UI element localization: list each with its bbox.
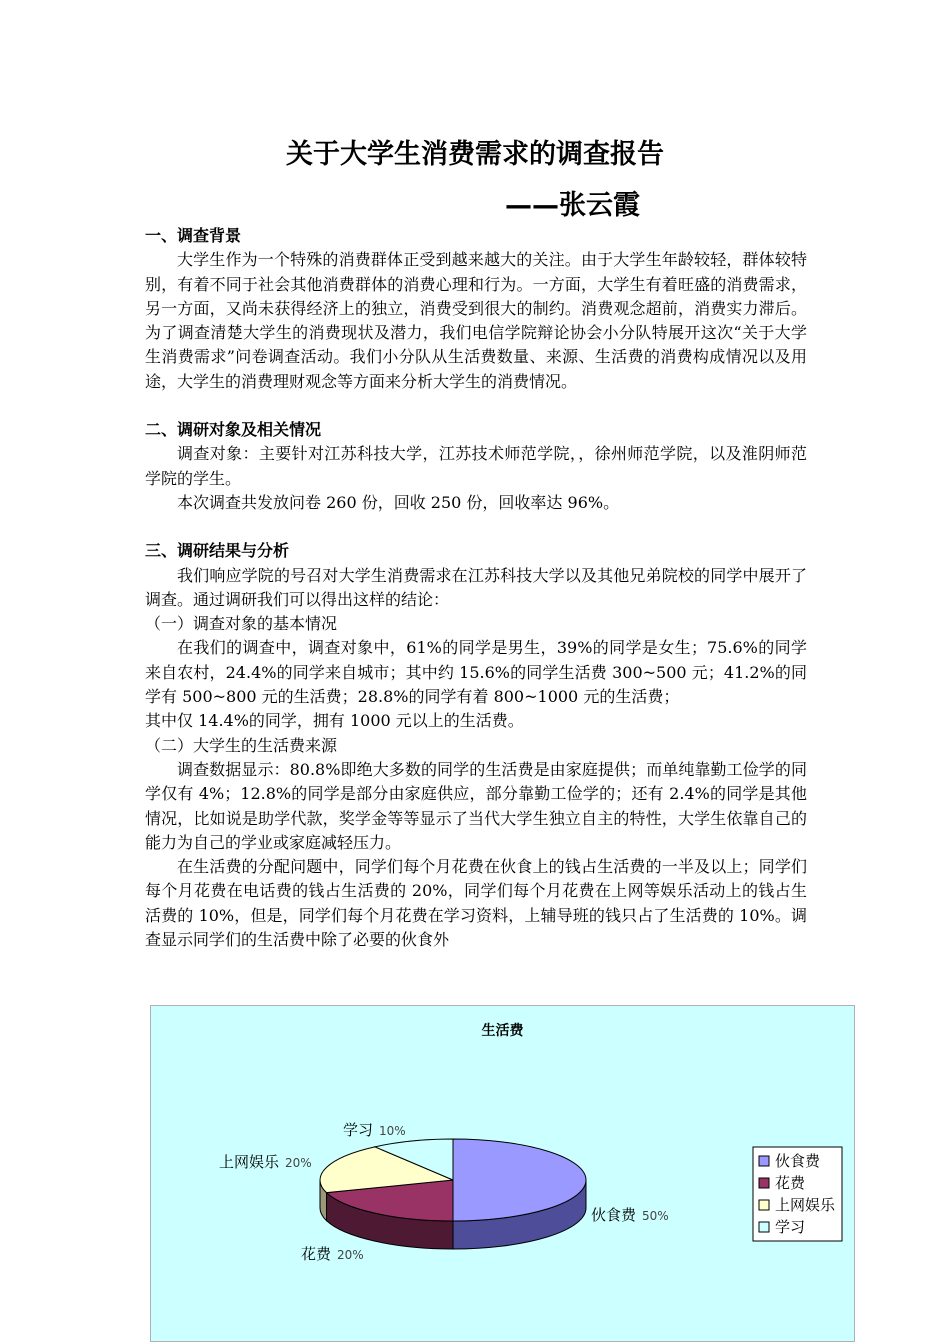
- legend-label-上网娱乐: 上网娱乐: [775, 1196, 836, 1214]
- legend-label-花费: 花费: [775, 1174, 806, 1192]
- slice-label-学习: 学习 10%: [343, 1121, 406, 1139]
- pie-chart-svg: [151, 1006, 854, 1341]
- legend-label-伙食费: 伙食费: [775, 1152, 821, 1170]
- subsection1-paragraph-2: 其中仅 14.4%的同学，拥有 1000 元以上的生活费。: [145, 711, 524, 731]
- slice-value-伙食费: 50%: [642, 1209, 669, 1223]
- legend-swatch-伙食费: [759, 1156, 769, 1166]
- document-body: [145, 224, 807, 952]
- document-title: 关于大学生消费需求的调查报告: [286, 139, 664, 170]
- section2-heading: 二、调研对象及相关情况: [145, 420, 322, 440]
- slice-value-上网娱乐: 20%: [285, 1156, 312, 1170]
- legend-swatch-学习: [759, 1222, 769, 1232]
- chart-title: 生活费: [481, 1023, 524, 1039]
- section2-paragraph-1: 调查对象：主要针对江苏科技大学，江苏技术师范学院，，徐州师范学院，以及淮阴师范学院的学生。: [145, 444, 807, 488]
- slice-value-学习: 10%: [379, 1124, 406, 1138]
- subsection2-paragraph-2: 在生活费的分配问题中，同学们每个月花费在伙食上的钱占生活费的一半及以上；同学们每个月花费在电话费的钱占生活费的 20%，同学们每个月花费在上网等娱乐活动上的钱占生活费的 10%，但是，同学们每个月花费在学习资料，上辅导班的钱只占了生活费的 10%。调查显示同学们的生活费中除了必要的伙食外: [145, 857, 807, 950]
- section1-paragraph: 大学生作为一个特殊的消费群体正受到越来越大的关注。由于大学生年龄较轻，群体较特别，有着不同于社会其他消费群体的消费心理和行为。一方面，大学生有着旺盛的消费需求，另一方面，又尚未获得经济上的独立，消费受到很大的制约。消费观念超前，消费实力滞后。为了调查清楚大学生的消费现状及潜力，我们电信学院辩论协会小分队特展开这次“关于大学生消费需求”问卷调查活动。我们小分队从生活费数量、来源、生活费的消费构成情况以及用途，大学生的消费理财观念等方面来分析大学生的消费情况。: [145, 250, 807, 391]
- section3-heading: 三、调研结果与分析: [145, 541, 290, 561]
- legend-swatch-花费: [759, 1178, 769, 1188]
- section2-paragraph-2: 本次调查共发放问卷 260 份，回收 250 份，回收率达 96%。: [177, 492, 620, 512]
- subsection1-heading: （一）调查对象的基本情况: [145, 614, 338, 634]
- pie-chart: [150, 1005, 855, 1342]
- document-author: ——张云霞: [505, 190, 640, 221]
- subsection2-paragraph-1: 调查数据显示：80.8%即绝大多数的同学的生活费是由家庭提供；而单纯靠勤工俭学的同学仅有 4%；12.8%的同学是部分由家庭供应，部分靠勤工俭学的；还有 2.4%的同学是其他情况，比如说是助学代款，奖学金等等显示了当代大学生独立自主的特性，大学生依靠自己的能力为自己的学业或家庭减轻压力。: [145, 759, 807, 852]
- slice-label-花费: 花费 20%: [301, 1245, 364, 1263]
- subsection2-heading: （二）大学生的生活费来源: [145, 735, 338, 755]
- legend-label-学习: 学习: [775, 1218, 806, 1236]
- legend-swatch-上网娱乐: [759, 1200, 769, 1210]
- subsection1-paragraph: 在我们的调查中，调查对象中，61%的同学是男生，39%的同学是女生；75.6%的同学来自农村，24.4%的同学来自城市；其中约 15.6%的同学生活费 300~500 元；41.2%的同学有 500~800 元的生活费；28.8%的同学有着 800~1000 元的生活费；: [145, 638, 807, 707]
- section3-paragraph: 我们响应学院的号召对大学生消费需求在江苏科技大学以及其他兄弟院校的同学中展开了调查。通过调研我们可以得出这样的结论：: [145, 565, 807, 609]
- slice-value-花费: 20%: [337, 1248, 364, 1262]
- section1-heading: 一、调查背景: [145, 226, 242, 245]
- slice-label-伙食费: 伙食费 50%: [591, 1206, 669, 1224]
- slice-label-上网娱乐: 上网娱乐 20%: [219, 1153, 312, 1171]
